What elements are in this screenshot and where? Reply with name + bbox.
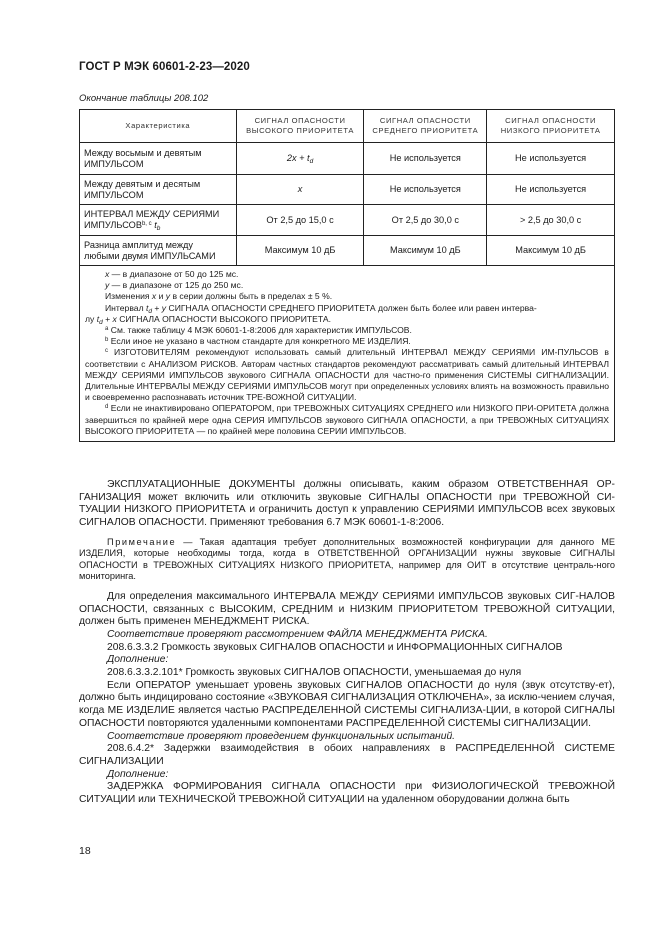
- note-interval-cont: лу $t_d + x$ СИГНАЛА ОПАСНОСТИ ВЫСОКОГО ПРИОРИТЕТА.: [85, 313, 331, 326]
- row-label: Между девятым и десятым ИМПУЛЬСОМ: [80, 175, 237, 205]
- table-header-row: [80, 110, 615, 143]
- table-notes: [80, 266, 615, 442]
- row-label: Между восьмым и девятым ИМПУЛЬСОМ: [80, 143, 237, 175]
- col-header-characteristic: Характеристика: [80, 110, 237, 143]
- page-number: 18: [79, 845, 91, 857]
- compliance-paragraph: Соответствие проверяют проведением функциональных испытаний.: [107, 730, 456, 742]
- col-header-high: СИГНАЛ ОПАСНОСТИ ВЫСОКОГО ПРИОРИТЕТА: [236, 110, 364, 143]
- compliance-paragraph: Соответствие проверяют рассмотрением ФАЙЛА МЕНЕДЖМЕНТА РИСКА.: [107, 628, 488, 640]
- section-heading: 208.6.4.2* Задержки взаимодействия в обоих направлениях в РАСПРЕДЕЛЕННОЙ СИСТЕМЕ СИГНАЛИЗАЦИИ: [79, 743, 615, 767]
- cell-low: Не используется: [487, 175, 615, 205]
- paragraph: Для определения максимального ИНТЕРВАЛА МЕЖДУ СЕРИЯМИ ИМПУЛЬСОВ звуковых СИГ-НАЛОВ ОПАСНОСТИ, связанных с ВЫСОКИМ, СРЕДНИМ и НИЗКИМ ПРИОРИТЕТОМ ТРЕВОЖНОЙ СИТУАЦИИ, должен быть применен МЕНЕДЖМЕНТ РИСКА.: [79, 590, 615, 628]
- cell-medium: Максимум 10 дБ: [364, 236, 487, 266]
- cell-medium: Не используется: [364, 175, 487, 205]
- table-row: [80, 175, 615, 205]
- footnote-d: $^d$ Если не инактивировано ОПЕРАТОРОМ, при ТРЕВОЖНЫХ СИТУАЦИЯХ СРЕДНЕГО или НИЗКОГО ПРИ-ОРИТЕТА должна завершиться по крайней мере одна СЕРИЯ ИМПУЛЬСОВ звукового СИГНАЛА ОПАСНОСТИ, а при ТРЕВОЖНЫХ СИТУАЦИЯХ ВЫСОКОГО ПРИОРИТЕТА — по крайней мере половина СЕРИИ ИМПУЛЬСОВ.: [85, 403, 609, 436]
- body-text: [79, 479, 615, 807]
- table-row: [80, 143, 615, 175]
- addition-label: Дополнение:: [107, 654, 169, 666]
- table-caption: Окончание таблицы 208.102: [79, 93, 209, 104]
- footnote-c: $^c$ ИЗГОТОВИТЕЛЯМ рекомендуют использовать самый длительный ИНТЕРВАЛ МЕЖДУ СЕРИЯМИ ИМ-ПУЛЬСОВ в соответствии с АНАЛИЗОМ РИСКОВ. Авторам частных стандартов рекомендуют рассматривать самый длительный ИНТЕРВАЛ МЕЖДУ СЕРИЯМИ ИМПУЛЬСОВ звукового СИГНАЛА ОПАСНОСТИ для частно-го применения СИСТЕМЫ СИГНАЛИЗАЦИИ. Длительные ИНТЕРВАЛЫ МЕЖДУ СЕРИЯМИ ИМПУЛЬСОВ могут при определенных условиях влиять на возможность правильно и своевременно распознавать источник ТРЕ-ВОЖНОЙ СИТУАЦИИ.: [85, 347, 609, 403]
- cell-medium: От 2,5 до 30,0 с: [364, 205, 487, 236]
- cell-low: Максимум 10 дБ: [487, 236, 615, 266]
- cell-high: От 2,5 до 15,0 с: [236, 205, 364, 236]
- cell-medium: Не используется: [364, 143, 487, 175]
- note-paragraph: Примечание — Такая адаптация требует дополнительных возможностей конфигурации для данного МЕ ИЗДЕЛИЯ, которые необходимы тогда, когда в ОТВЕТСТВЕННОЙ ОРГАНИЗАЦИИ нужны звуковые СИГНАЛЫ ОПАСНОСТИ в ТРЕВОЖНЫХ СИТУАЦИЯХ НИЗКОГО ПРИОРИТЕТА, например для ОИТ в отсутствие централь-ного мониторинга.: [79, 536, 615, 582]
- footnote-b: $^b$ Если иное не указано в частном стандарте для конкретного МЕ ИЗДЕЛИЯ.: [105, 336, 411, 347]
- col-header-medium: СИГНАЛ ОПАСНОСТИ СРЕДНЕГО ПРИОРИТЕТА: [364, 110, 487, 143]
- note-y: y — в диапазоне от 125 до 250 мс.: [105, 280, 244, 291]
- paragraph: ЭКСПЛУАТАЦИОННЫЕ ДОКУМЕНТЫ должны описывать, каким образом ОТВЕТСТВЕННАЯ ОР-ГАНИЗАЦИЯ может включить или отключить звуковые СИГНАЛЫ ОПАСНОСТИ при ТРЕВОЖНОЙ СИ-ТУАЦИИ НИЗКОГО ПРИОРИТЕТА и ограничить доступ к управлению СЕРИЯМИ ИМПУЛЬСОВ всех звуковых СИГНАЛОВ ОПАСНОСТИ. Применяют требования 6.7 МЭК 60601-1-8:2006.: [79, 479, 615, 529]
- note-x: x — в диапазоне от 50 до 125 мс.: [105, 269, 239, 279]
- note-interval: Интервал $t_d + y$ СИГНАЛА ОПАСНОСТИ СРЕДНЕГО ПРИОРИТЕТА должен быть более или равен интерва-: [105, 302, 537, 315]
- table-notes-row: [80, 266, 615, 442]
- note-change: Изменения x и y в серии должны быть в пределах ± 5 %.: [105, 291, 333, 302]
- cell-high: x: [236, 175, 364, 205]
- section-heading: 208.6.3.3.2.101* Громкость звуковых СИГНАЛОВ ОПАСНОСТИ, уменьшаемая до нуля: [107, 667, 522, 679]
- addition-label: Дополнение:: [107, 768, 169, 780]
- col-header-low: СИГНАЛ ОПАСНОСТИ НИЗКОГО ПРИОРИТЕТА: [487, 110, 615, 143]
- document-header: ГОСТ Р МЭК 60601-2-23—2020: [79, 61, 250, 73]
- section-heading: 208.6.3.3.2 Громкость звуковых СИГНАЛОВ ОПАСНОСТИ и ИНФОРМАЦИОННЫХ СИГНАЛОВ: [107, 641, 563, 653]
- alarm-table: [79, 109, 615, 442]
- cell-high: Максимум 10 дБ: [236, 236, 364, 266]
- row-label: ИНТЕРВАЛ МЕЖДУ СЕРИЯМИ ИМПУЛЬСОВ$^{b, c}$ $t_b$: [80, 205, 237, 236]
- cell-low: Не используется: [487, 143, 615, 175]
- cell-low: > 2,5 до 30,0 с: [487, 205, 615, 236]
- cell-high: $2x + t_d$: [236, 143, 364, 175]
- paragraph: Если ОПЕРАТОР уменьшает уровень звуковых СИГНАЛОВ ОПАСНОСТИ до нуля (звук отсутству-ет), должно быть индицировано состояние «ЗВУКОВАЯ СИГНАЛИЗАЦИЯ ОТКЛЮЧЕНА», за исклю-чением случая, когда МЕ ИЗДЕЛИЕ является частью РАСПРЕДЕЛЕННОЙ СИСТЕМЫ СИГНАЛИЗА-ЦИИ, в которой СИГНАЛЫ ОПАСНОСТИ повторяются удаленными компонентами РАСПРЕДЕЛЕННОЙ СИСТЕМЫ СИГНАЛИЗАЦИИ.: [79, 679, 615, 729]
- table-row: [80, 236, 615, 266]
- row-label: Разница амплитуд между любыми двумя ИМПУЛЬСАМИ: [80, 236, 237, 266]
- footnote-a: $^a$ См. также таблицу 4 МЭК 60601-1-8:2006 для характеристик ИМПУЛЬСОВ.: [105, 325, 412, 336]
- table-row: [80, 205, 615, 236]
- paragraph: ЗАДЕРЖКА ФОРМИРОВАНИЯ СИГНАЛА ОПАСНОСТИ при ФИЗИОЛОГИЧЕСКОЙ ТРЕВОЖНОЙ СИТУАЦИИ или ТЕХНИЧЕСКОЙ ТРЕВОЖНОЙ СИТУАЦИИ на удаленном оборудовании должна быть: [79, 781, 615, 806]
